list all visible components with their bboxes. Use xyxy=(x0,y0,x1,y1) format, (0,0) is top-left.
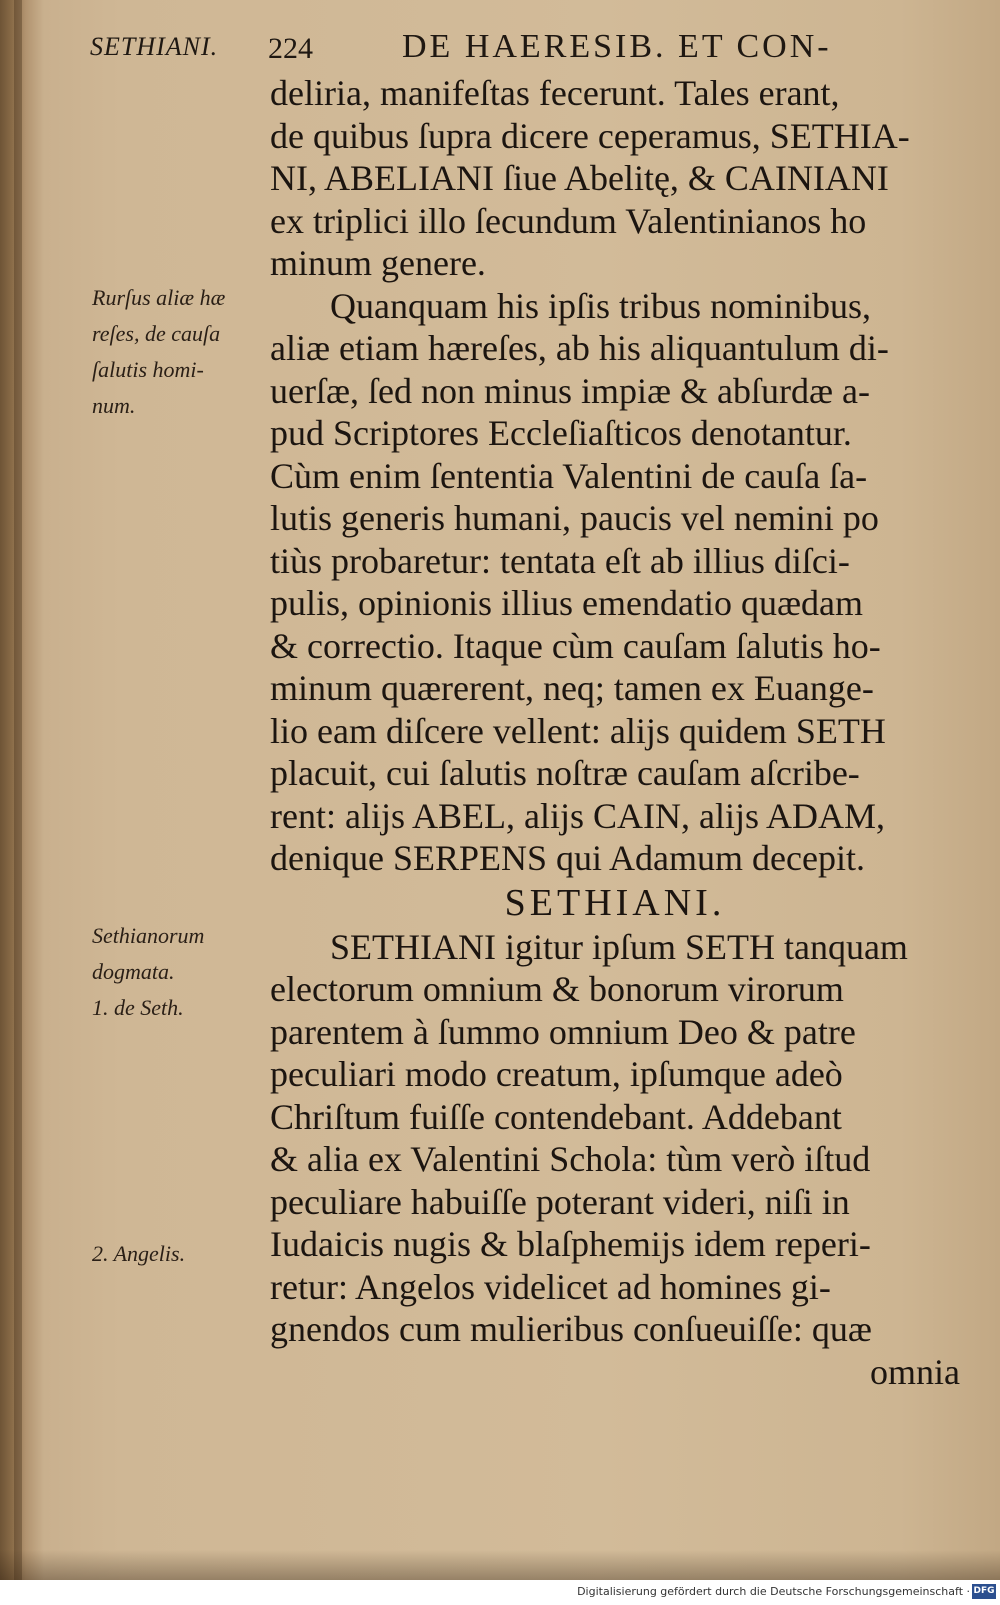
margin-note-line: num. xyxy=(92,393,136,418)
margin-note-line: dogmata. xyxy=(92,959,175,984)
margin-note-rursus xyxy=(92,280,262,424)
paragraph-start-line: Quanquam his ipſis tribus nominibus, xyxy=(330,285,872,326)
text-line: peculiari modo creatum, ipſumque adeò xyxy=(270,1054,843,1094)
text-line: tiùs probaretur: tentata eſt ab illius diſci- xyxy=(270,540,850,581)
text-line: minum genere. xyxy=(270,243,486,283)
text-line: & correctio. Itaque cùm cauſam ſalutis ho- xyxy=(270,625,881,666)
dfg-logo: DFG xyxy=(972,1584,996,1599)
text-line: lio eam diſcere vellent: alijs quidem SETH xyxy=(270,710,886,751)
paragraph-start-line: SETHIANI igitur ipſum SETH tanquam xyxy=(330,926,908,967)
text-line: peculiare habuiſſe poterant videri, niſi in xyxy=(270,1181,850,1222)
margin-note-line: ſalutis homi- xyxy=(92,357,204,382)
running-title: DE HAERESIB. ET CON- xyxy=(402,28,832,65)
text-line: gnendos cum mulieribus conſueuiſſe: quæ xyxy=(270,1309,872,1349)
text-line: Cùm enim ſententia Valentini de cauſa ſa- xyxy=(270,455,868,496)
margin-note-sethianorum xyxy=(92,918,262,1026)
margin-note-line: Rurſus aliæ hæ xyxy=(92,285,226,310)
text-line: minum quærerent, neq; tamen ex Euange- xyxy=(270,668,874,708)
text-line: placuit, cui ſalutis noſtræ cauſam aſcribe- xyxy=(270,753,860,793)
text-line: parentem à ſummo omnium Deo & patre xyxy=(270,1011,856,1052)
text-line: Chriſtum fuiſſe contendebant. Addebant xyxy=(270,1096,842,1137)
margin-note-line: reſes, de cauſa xyxy=(92,321,221,346)
text-line: NI, ABELIANI ſiue Abelitę, & CAINIANI xyxy=(270,158,889,198)
section-heading: SETHIANI. xyxy=(504,881,726,924)
margin-note-line: 1. de Seth. xyxy=(92,995,184,1020)
main-text-block xyxy=(270,72,960,1393)
margin-note-angelis xyxy=(92,1236,262,1272)
footer-credit: Digitalisierung gefördert durch die Deutsche Forschungsgemeinschaft · xyxy=(577,1585,970,1598)
text-line: pulis, opinionis illius emendatio quædam xyxy=(270,583,863,623)
text-line: lutis generis humani, paucis vel nemini po xyxy=(270,498,879,538)
page-number: 224 xyxy=(268,32,313,65)
text-line: retur: Angelos videlicet ad homines gi- xyxy=(270,1266,831,1307)
text-line: de quibus ſupra dicere ceperamus, SETHIA- xyxy=(270,115,910,156)
text-line: Iudaicis nugis & blaſphemijs idem reperi- xyxy=(270,1224,871,1264)
text-line: aliæ etiam hæreſes, ab his aliquantulum di- xyxy=(270,328,889,368)
text-line: denique SERPENS qui Adamum decepit. xyxy=(270,838,865,878)
text-line: & alia ex Valentini Schola: tùm verò iſtud xyxy=(270,1139,871,1179)
text-line: pud Scriptores Eccleſiaſticos denotantur. xyxy=(270,413,852,453)
margin-note-line: Sethianorum xyxy=(92,923,205,948)
text-line: ex triplici illo ſecundum Valentinianos ho xyxy=(270,200,867,241)
text-line: deliria, manifeſtas fecerunt. Tales erant, xyxy=(270,73,840,113)
text-line: rent: alijs ABEL, alijs CAIN, alijs ADAM, xyxy=(270,795,885,836)
footer-bar xyxy=(0,1580,1000,1605)
text-line: uerſæ, ſed non minus impiæ & abſurdæ a- xyxy=(270,370,870,411)
catchword: omnia xyxy=(870,1351,960,1392)
margin-note-line: 2. Angelis. xyxy=(92,1241,186,1266)
running-header xyxy=(90,28,980,78)
text-line: electorum omnium & bonorum virorum xyxy=(270,969,844,1009)
binding-shadow xyxy=(14,0,22,1580)
running-head-left: SETHIANI. xyxy=(90,32,219,61)
